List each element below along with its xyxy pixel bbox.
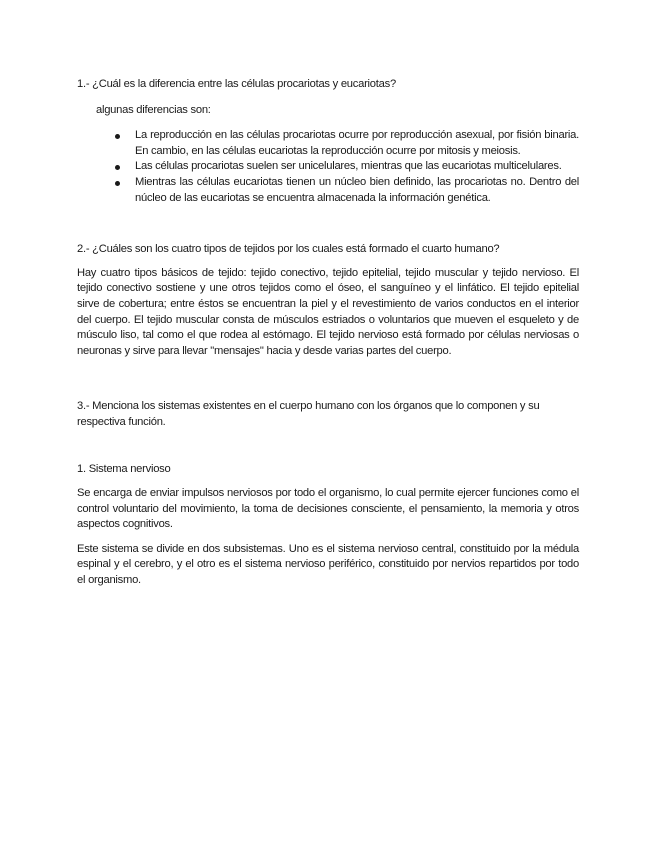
bullet-dot-icon [115, 165, 120, 170]
question-2-answer: Hay cuatro tipos básicos de tejido: tejido conectivo, tejido epitelial, tejido muscular y tejido nervioso. El tejido conectivo sostiene y une otros tejidos como el óseo, el sanguíneo y el linfático. El tejido epitelial sirve de cobertura; entre éstos se encuentran la piel y el revestimiento de varios conductos en el interior del cuerpo. El tejido muscular consta de músculos estriados o voluntarios que mueven el esqueleto y de músculo liso, tal como el que rodea al estómago. El tejido nervioso está formado por células nerviosas o neuronas y sirve para llevar "mensajes" hacia y desde varias partes del cuerpo. [77, 266, 579, 357]
bullet-item [135, 128, 579, 159]
bullet-text: La reproducción en las células procariotas ocurre por reproducción asexual, por fisión binaria. En cambio, en las células eucariotas la reproducción ocurre por mitosis y meiosis. [135, 129, 579, 157]
section-title-sistema-nervioso: 1. Sistema nervioso [77, 462, 171, 475]
question-2-title: 2.- ¿Cuáles son los cuatro tipos de tejidos por los cuales está formado el cuarto humano? [77, 243, 500, 256]
question-3-title: 3.- Menciona los sistemas existentes en el cuerpo humano con los órganos que lo componen y su respectiva función. [77, 400, 540, 428]
bullet-dot-icon [115, 134, 120, 139]
bullet-item [135, 159, 579, 175]
bullet-text: Mientras las células eucariotas tienen un núcleo bien definido, las procariotas no. Dentro del núcleo de las eucariotas se encuentra almacenada la información genética. [135, 175, 579, 204]
document-body [77, 77, 579, 589]
bullet-dot-icon [115, 181, 120, 186]
bullet-item [135, 175, 579, 206]
question-1-intro: algunas diferencias son: [96, 103, 211, 116]
question-1-title: 1.- ¿Cuál es la diferencia entre las células procariotas y eucariotas? [77, 78, 396, 90]
section-paragraph-2: Este sistema se divide en dos subsistemas. Uno es el sistema nervioso central, constituido por la médula espinal y el cerebro, y el otro es el sistema nervioso periférico, constituido por nervios repartidos por todo el organismo. [77, 542, 579, 587]
bullet-text: Las células procariotas suelen ser unicelulares, mientras que las eucariotas multicelulares. [135, 160, 562, 173]
question-1-bullet-list [77, 128, 579, 206]
section-paragraph-1: Se encarga de enviar impulsos nerviosos por todo el organismo, lo cual permite ejercer funciones como el control voluntario del movimiento, la toma de decisiones consciente, el pensamiento, la memoria y otros aspectos cognitivos. [77, 487, 579, 531]
